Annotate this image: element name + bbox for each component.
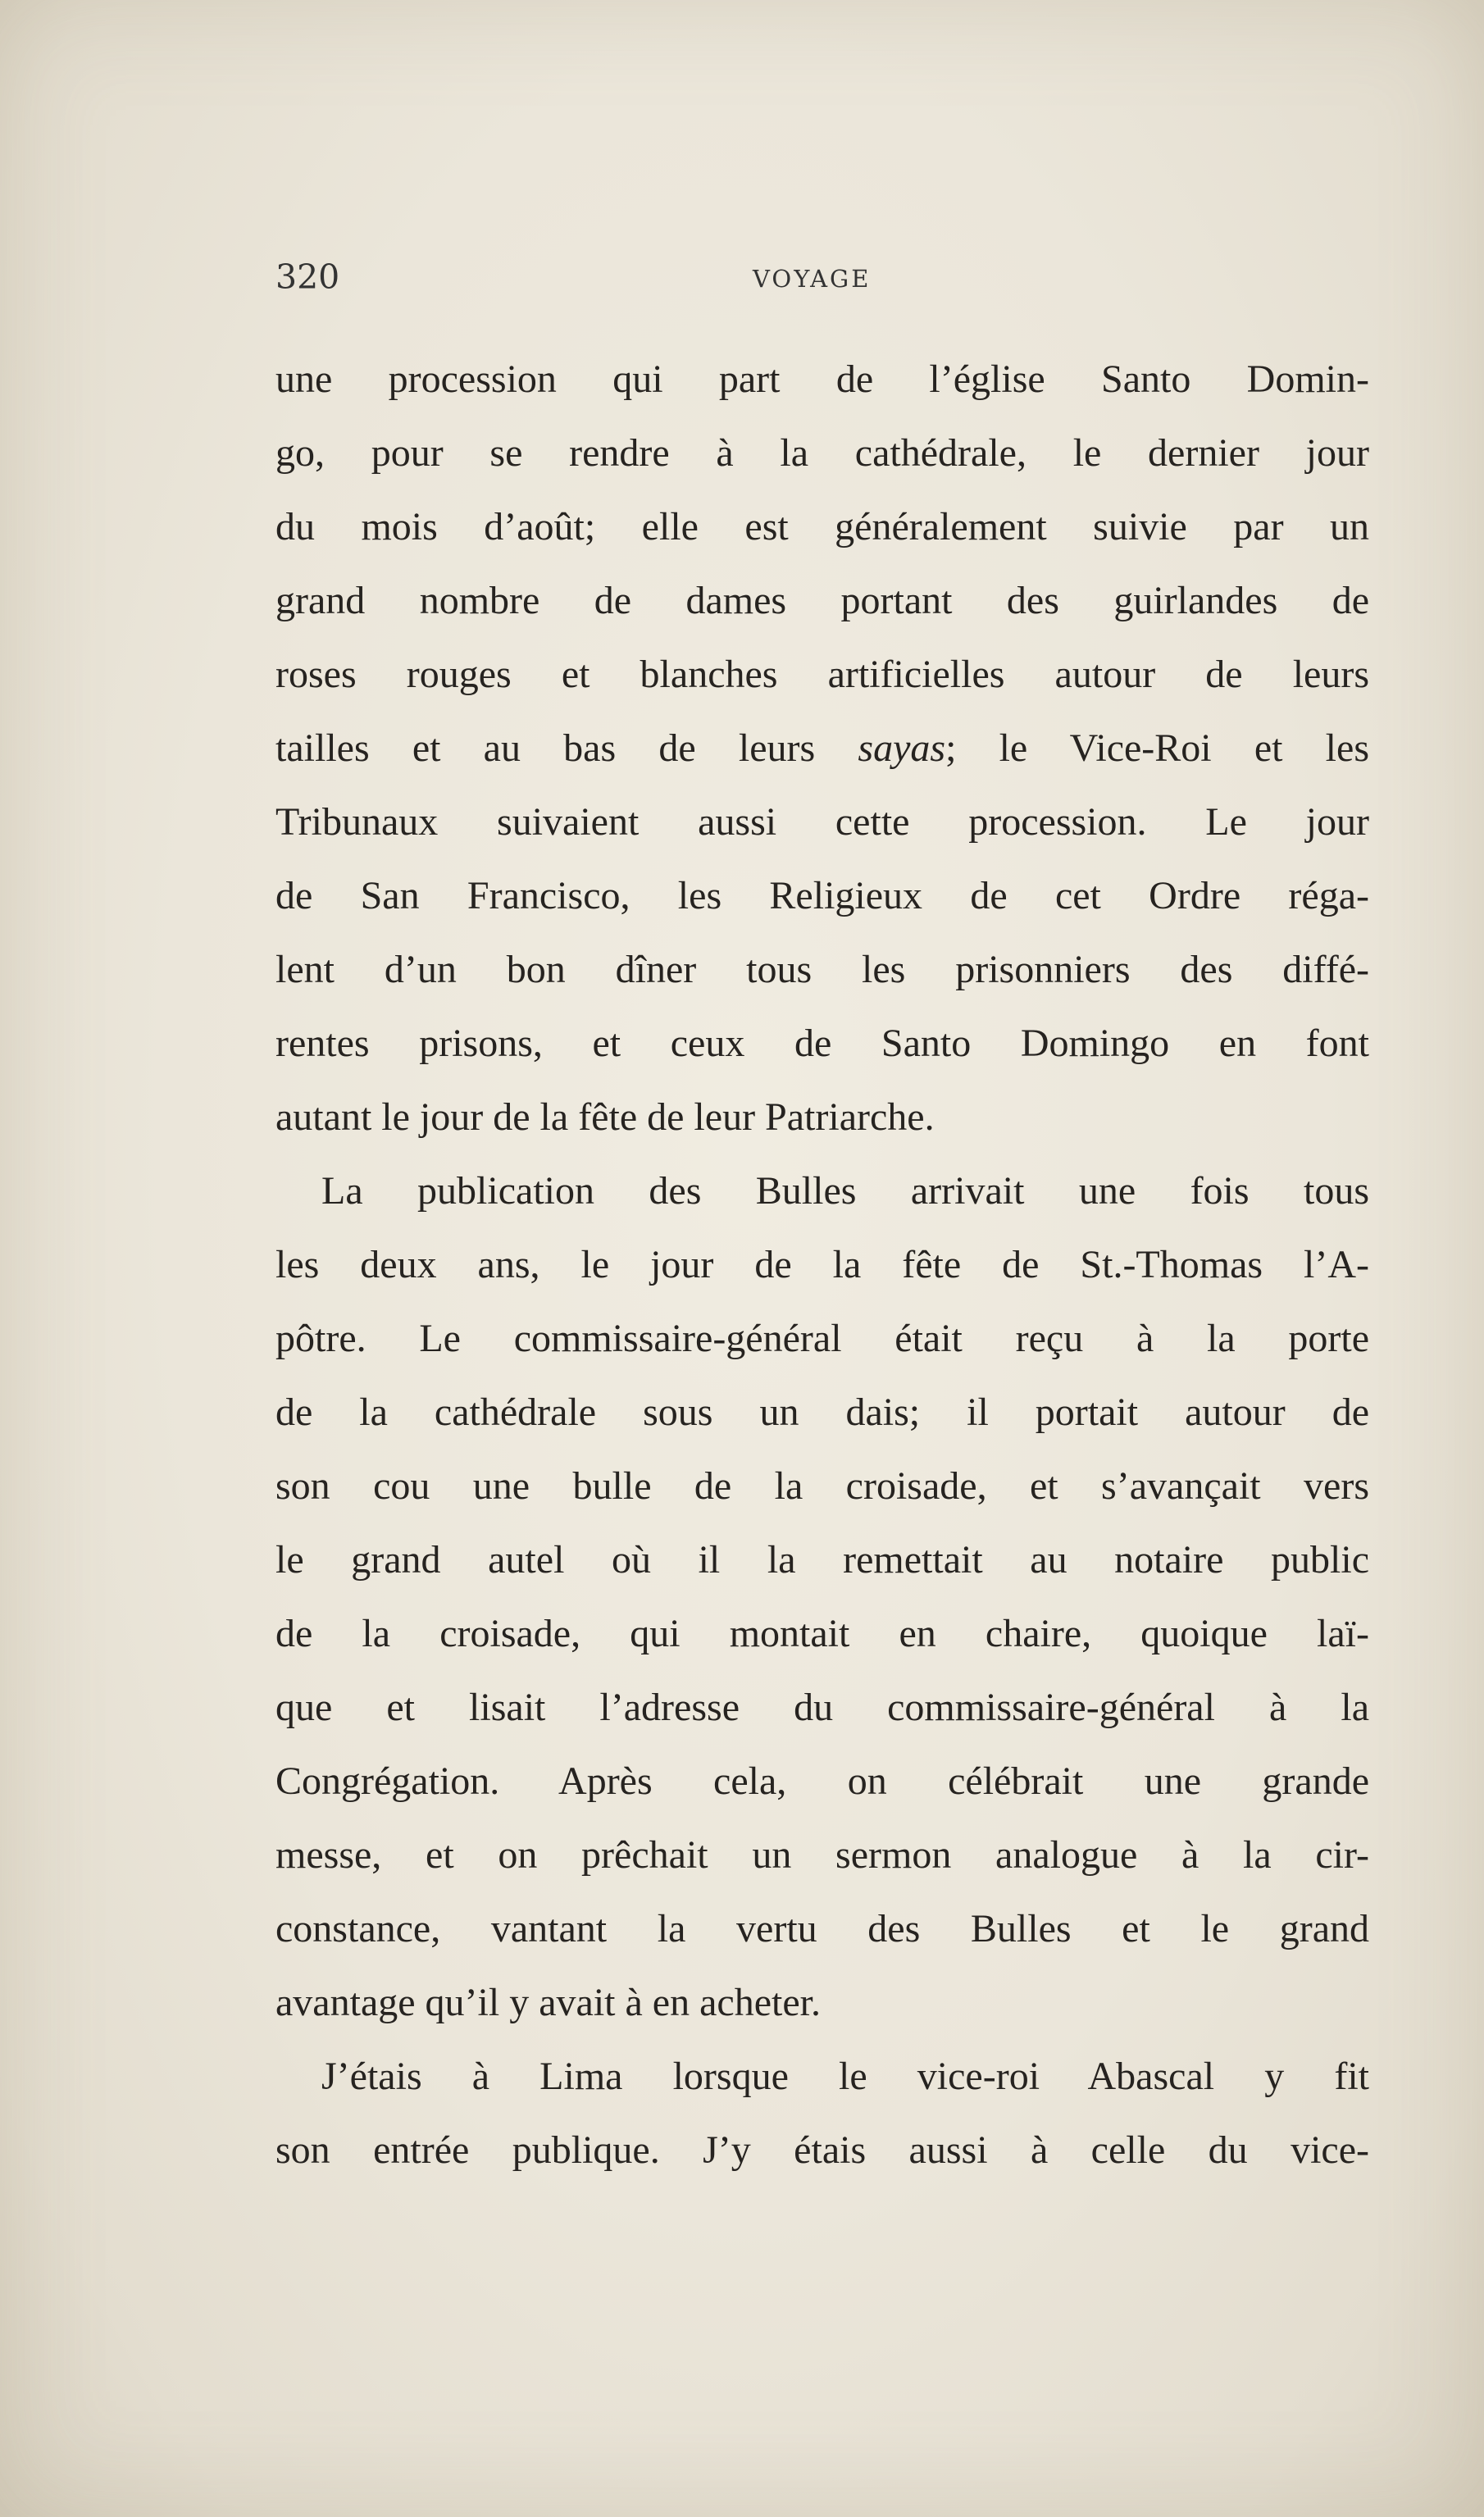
text-segment: ; le Vice-Roi et les	[945, 726, 1370, 770]
running-title: VOYAGE	[753, 265, 872, 293]
text-line: les deux ans, le jour de la fête de St.-Thomas l’A-	[275, 1243, 1369, 1286]
text-line: une procession qui part de l’église Santo Domin-	[275, 357, 1369, 401]
text-line: de la croisade, qui montait en chaire, quoique laï-	[275, 1612, 1369, 1655]
text-line: rentes prisons, et ceux de Santo Domingo en font	[275, 1022, 1369, 1065]
text-line: autant le jour de la fête de leur Patriarche.	[275, 1095, 935, 1139]
text-line: son cou une bulle de la croisade, et s’avançait vers	[275, 1464, 1369, 1508]
text-line: Congrégation. Après cela, on célébrait une grande	[275, 1759, 1369, 1803]
text-line: J’étais à Lima lorsque le vice-roi Abascal y fit	[321, 2055, 1369, 2098]
text-line: de San Francisco, les Religieux de cet Ordre réga-	[275, 874, 1369, 917]
page-number: 320	[275, 257, 340, 297]
text-line	[275, 712, 1369, 785]
italic-word: sayas	[858, 726, 946, 770]
text-line: de la cathédrale sous un dais; il portait autour de	[275, 1390, 1369, 1434]
text-line: le grand autel où il la remettait au notaire public	[275, 1538, 1369, 1582]
text-line: que et lisait l’adresse du commissaire-général à la	[275, 1686, 1369, 1729]
text-line: constance, vantant la vertu des Bulles et le grand	[275, 1907, 1369, 1950]
text-line: avantage qu’il y avait à en acheter.	[275, 1981, 821, 2024]
text-line: roses rouges et blanches artificielles autour de leurs	[275, 653, 1369, 696]
text-line: pôtre. Le commissaire-général était reçu à la porte	[275, 1317, 1369, 1360]
text-line: son entrée publique. J’y étais aussi à celle du vice-	[275, 2128, 1369, 2172]
text-line: La publication des Bulles arrivait une fois tous	[321, 1169, 1369, 1213]
text-line: go, pour se rendre à la cathédrale, le dernier jour	[275, 431, 1369, 475]
text-line: grand nombre de dames portant des guirlandes de	[275, 579, 1369, 622]
text-line: du mois d’août; elle est généralement suivie par un	[275, 505, 1369, 548]
text-line: messe, et on prêchait un sermon analogue à la cir-	[275, 1833, 1369, 1877]
text-line: Tribunaux suivaient aussi cette procession. Le jour	[275, 800, 1369, 844]
running-head	[275, 259, 1369, 295]
text-line: lent d’un bon dîner tous les prisonniers des diffé-	[275, 948, 1369, 991]
text-segment: tailles et au bas de leurs	[275, 726, 858, 770]
body-text	[275, 343, 1369, 2187]
